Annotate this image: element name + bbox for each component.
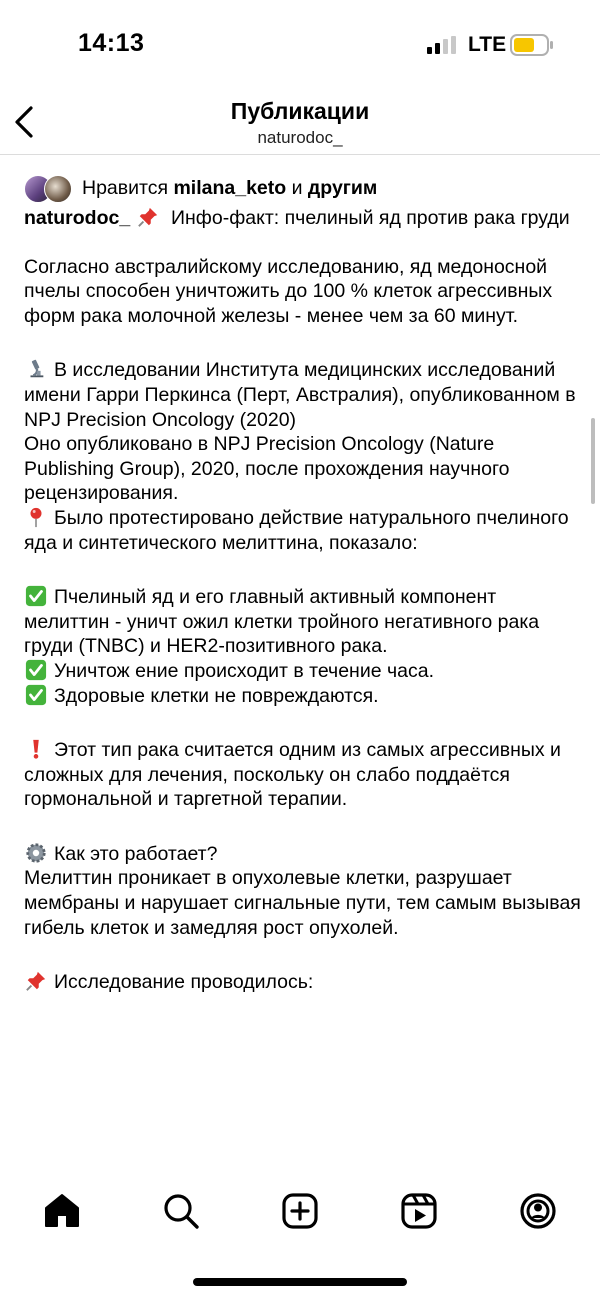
check-mark-icon [24,585,48,607]
caption-paragraph: В исследовании Института медицинских исследований имени Гарри Перкинса (Перт, Австралия), опубликованном в NPJ Precision Oncology (2020) [24,359,582,431]
home-indicator[interactable] [193,1278,407,1286]
nav-reels-button[interactable] [397,1189,441,1233]
location-pin-icon [24,506,48,528]
likes-text: Нравится milana_keto и другим [82,176,378,199]
status-bar [0,0,600,90]
home-icon [43,1193,81,1229]
caption-paragraph: Согласно австралийскому исследованию, яд медоносной пчелы способен уничтожить до 100 % клеток агрессивных форм рака молочной железы - менее чем за 60 минут. [24,255,558,327]
scrollbar[interactable] [591,418,595,504]
caption-paragraph: Было протестировано действие натурального пчелиного яда и синтетического мелиттина, показало: [24,506,575,554]
status-time: 14:13 [78,29,145,57]
pin-icon [136,206,160,228]
pin-icon [24,970,48,992]
scroll-fade [0,1150,600,1175]
exclamation-icon [24,738,48,760]
check-mark-icon [24,684,48,706]
caption-paragraph: Здоровые клетки не повреждаются. [24,684,584,709]
caption-paragraph: naturodoc_ Инфо-факт: пчелиный яд против рака груди [24,207,570,229]
page-title: Публикации [230,98,370,124]
gear-icon [24,842,48,864]
caption-paragraph: Исследование проводилось: [24,970,584,995]
nav-create-button[interactable] [278,1189,322,1233]
likes-others[interactable]: другим [307,176,378,199]
nav-search-button[interactable] [159,1189,203,1233]
reels-icon [400,1192,438,1230]
caption-paragraph: Уничтож ение происходит в течение часа. [24,659,584,684]
post-username[interactable]: naturodoc_ [24,207,131,229]
post-caption [24,170,587,1173]
caption-paragraph: Этот тип рака считается одним из самых агрессивных и сложных для лечения, поскольку он слабо поддаётся гормональной и таргетной терапии. [24,739,567,811]
liker-avatars [24,175,76,201]
nav-home-button[interactable] [40,1189,84,1233]
battery-icon [510,34,554,56]
profile-icon [519,1192,557,1230]
likes-row[interactable] [24,170,584,206]
page-header [0,90,600,155]
bottom-nav [0,1173,600,1253]
header-username[interactable]: naturodoc_ [257,128,343,147]
signal-icon [427,36,461,54]
search-icon [162,1192,200,1230]
microscope-icon [24,358,48,380]
nav-profile-button[interactable] [516,1189,560,1233]
caption-paragraph: Мелиттин проникает в опухолевые клетки, разрушает мембраны и нарушает сигнальные пути, тем самым вызывая гибель клеток и замедляя рост опухолей. [24,867,587,939]
caption-paragraph: Оно опубликовано в NPJ Precision Oncology (Nature Publishing Group), 2020, после прохождения научного рецензирования. [24,433,515,505]
create-icon [281,1192,319,1230]
avatar [44,175,72,203]
caption-paragraph: Как это работает? [24,842,584,867]
liker-username[interactable]: milana_keto [173,176,287,199]
caption-paragraph: Пчелиный яд и его главный активный компонент мелиттин - уничт ожил клетки тройного негативного рака груди (TNBC) и HER2-позитивного рака. [24,586,545,658]
check-mark-icon [24,659,48,681]
network-label: LTE [468,33,507,56]
